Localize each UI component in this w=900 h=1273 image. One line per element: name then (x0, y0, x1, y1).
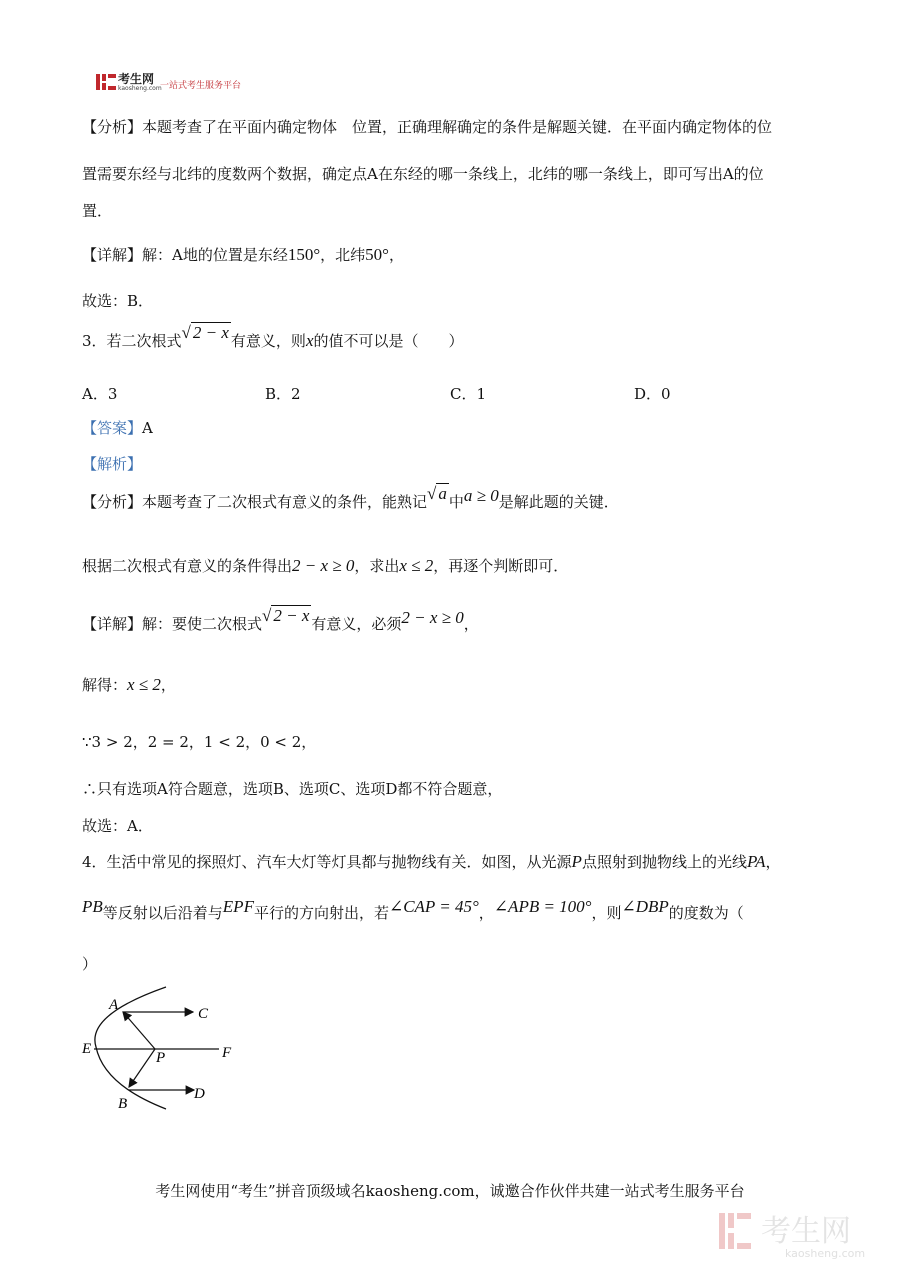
q3-solve-text: 解得： (82, 676, 128, 694)
watermark-logo-icon (715, 1205, 885, 1261)
brand-slogan: 一站式考生服务平台 (160, 81, 242, 91)
q3-line2-math-1: 2 − x ≥ 0 (292, 556, 355, 575)
label-a: A (109, 997, 119, 1013)
ray-pb (129, 1049, 155, 1087)
label-f: F (222, 1045, 232, 1061)
q4-stem-line-2 (82, 897, 744, 923)
prev-choice: 故选：B． (82, 292, 154, 310)
prev-latitude: 50° (365, 245, 389, 264)
parabola-figure (76, 985, 246, 1115)
q3-analysis-line-2 (82, 555, 568, 576)
label-p: P (156, 1050, 166, 1066)
q3-detail-text-2: 有意义，必须 (311, 615, 402, 633)
ray-pa (123, 1012, 155, 1049)
brand-name: 考生网 (118, 72, 155, 86)
q4-line1-text-3: ， (765, 853, 781, 871)
q3-option-b: B．2 (265, 385, 301, 403)
label-e: E (82, 1041, 92, 1057)
q3-answer (82, 417, 153, 438)
q4-line2-text-5: 的度数为（ (668, 904, 744, 922)
q4-ray-pb: PB (82, 897, 103, 916)
q3-analysis-text-2: 中 (448, 493, 464, 511)
page-footer: 考生网使用“考生”拼音顶级域名kaosheng.com，诚邀合作伙伴共建一站式考生服务平台 (155, 1182, 745, 1200)
q3-stem-text-3: 的值不可以是（ ） (313, 332, 464, 350)
q3-analysis-text-3: 是解此题的关键． (498, 493, 619, 511)
q3-line2-text: 根据二次根式有意义的条件得出 (82, 557, 293, 575)
q4-stem-line-1 (82, 851, 781, 872)
label-d: D (194, 1086, 205, 1102)
q3-jiexi-tag: 【解析】 (82, 455, 143, 473)
label-b: B (118, 1096, 128, 1112)
q3-detail-text: 【详解】解：要使二次根式 (82, 615, 263, 633)
q3-analysis-condition: a ≥ 0 (463, 486, 499, 505)
q3-line2-text-3: ，再逐个判断即可． (433, 557, 569, 575)
parabola-curve (95, 987, 166, 1109)
q3-analysis-radicand: a (438, 484, 447, 503)
q4-angle-apb: ∠APB = 100° (493, 897, 592, 916)
prev-detail-text-3: ， (388, 246, 404, 264)
q3-analysis-radical: √ a (427, 484, 447, 503)
q4-ray-pa: PA (746, 852, 766, 871)
q3-detail-math: 2 − x ≥ 0 (401, 608, 464, 627)
q4-line-epf: EPF (222, 897, 254, 916)
prev-analysis-line-3: 置． (82, 202, 113, 220)
prev-detail (82, 244, 404, 265)
q3-detail-text-3: ， (463, 615, 479, 633)
watermark-domain: kaosheng.com (785, 1247, 866, 1260)
q4-line1-text: 4．生活中常见的探照灯、汽车大灯等灯具都与抛物线有关．如图，从光源 (82, 853, 572, 871)
label-c: C (198, 1006, 209, 1022)
prev-longitude: 150° (287, 245, 321, 264)
q3-radical: √ 2 − x (181, 323, 229, 342)
q3-detail (82, 606, 479, 634)
q3-therefore: ∴只有选项A符合题意，选项B、选项C、选项D都不符合题意， (82, 780, 503, 798)
q4-line1-text-2: 点照射到抛物线上的光线 (581, 853, 747, 871)
q3-analysis (82, 484, 619, 512)
prev-analysis-line-1: 【分析】本题考查了在平面内确定物体 位置，正确理解确定的条件是解题关键．在平面内确定物体的位 (82, 118, 773, 136)
q3-var: x (305, 331, 314, 350)
q3-solve-text-2: ， (160, 676, 176, 694)
q3-choice: 故选：A． (82, 817, 153, 835)
answer-value: A (142, 419, 153, 437)
q3-analysis-text: 【分析】本题考查了二次根式有意义的条件，能熟记 (82, 493, 428, 511)
answer-tag: 【答案】 (82, 419, 143, 437)
q3-stem-text-2: 有意义，则 (230, 332, 306, 350)
q3-detail-radical: √ 2 − x (262, 606, 310, 625)
q3-solve-math: x ≤ 2 (127, 675, 161, 694)
q3-stem-text: 3．若二次根式 (82, 332, 182, 350)
prev-detail-text: 【详解】解：A地的位置是东经 (82, 246, 288, 264)
q4-point-p: P (571, 852, 582, 871)
q4-angle-dbp: ∠DBP (621, 897, 669, 916)
q4-line2-text-3: ， (478, 904, 494, 922)
brand-domain: kaosheng.com (118, 85, 162, 92)
watermark-brand: 考生网 (761, 1214, 851, 1249)
q3-line2-text-2: ，求出 (354, 557, 400, 575)
q3-option-c: C．1 (450, 385, 487, 403)
q3-option-a: A．3 (82, 385, 118, 403)
q3-line2-math-2: x ≤ 2 (399, 556, 434, 575)
q3-solve (82, 674, 176, 695)
q4-line2-text-2: 平行的方向射出，若 (253, 904, 389, 922)
q3-because: ∵3 > 2，2 = 2，1 < 2，0 < 2， (82, 733, 317, 751)
q3-radicand: 2 − x (192, 323, 229, 342)
prev-analysis-line-2: 置需要东经与北纬的度数两个数据，确定点A在东经的哪一条线上，北纬的哪一条线上，即可写出A的位 (82, 165, 764, 183)
prev-detail-text-2: ，北纬 (320, 246, 366, 264)
q3-option-d: D．0 (634, 385, 671, 403)
q4-stem-line-3: ） (82, 955, 98, 973)
q3-stem (82, 323, 464, 351)
q4-line2-text: 等反射以后沿着与 (102, 904, 223, 922)
q4-line2-text-4: ，则 (591, 904, 622, 922)
q4-angle-cap: ∠CAP = 45° (388, 897, 479, 916)
q3-detail-radicand: 2 − x (273, 606, 310, 625)
